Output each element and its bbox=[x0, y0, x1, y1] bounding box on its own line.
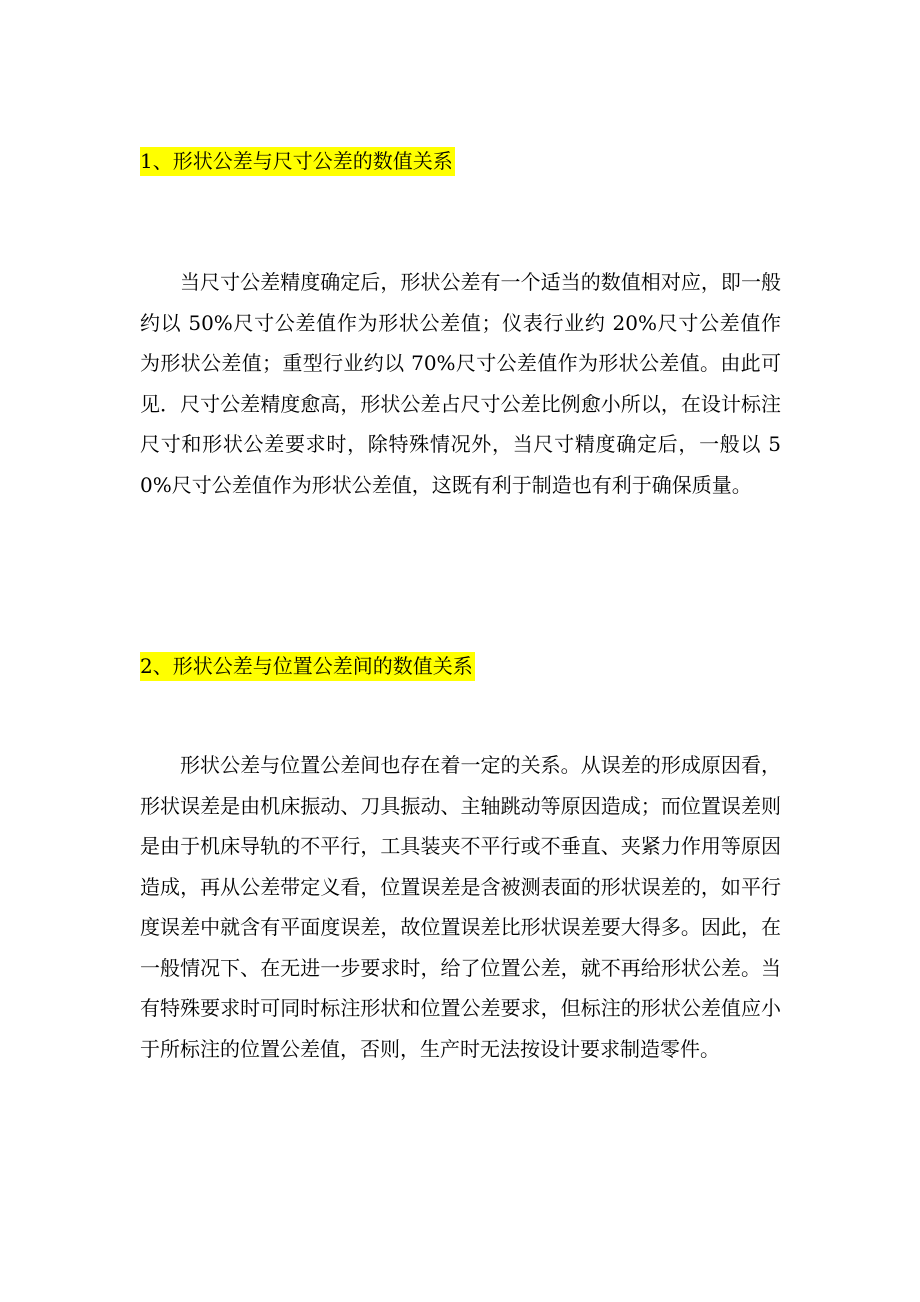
section-1-heading bbox=[140, 147, 455, 175]
section-2-heading-text: 2、形状公差与位置公差间的数值关系 bbox=[140, 652, 475, 681]
section-2-paragraph: 形状公差与位置公差间也存在着一定的关系。从误差的形成原因看，形状误差是由机床振动、刀具振动、主轴跳动等原因造成；而位置误差则是由于机床导轨的不平行，工具装夹不平行或不垂直、夹紧力作用等原因造成，再从公差带定义看，位置误差是含被测表面的形状误差的，如平行度误差中就含有平面度误差，故位置误差比形状误差要大得多。因此，在一般情况下、在无进一步要求时，给了位置公差，就不再给形状公差。当有特殊要求时可同时标注形状和位置公差要求，但标注的形状公差值应小于所标注的位置公差值，否则，生产时无法按设计要求制造零件。 bbox=[140, 753, 781, 1061]
section-1-paragraph: 当尺寸公差精度确定后，形状公差有一个适当的数值相对应，即一般约以 50%尺寸公差值作为形状公差值；仪表行业约 20%尺寸公差值作为形状公差值；重型行业约以 70%尺寸公差值作为形状公差值。由此可见．尺寸公差精度愈高，形状公差占尺寸公差比例愈小所以，在设计标注尺寸和形状公差要求时，除特殊情况外，当尺寸精度确定后，一般以 50%尺寸公差值作为形状公差值，这既有利于制造也有利于确保质量。 bbox=[140, 270, 781, 497]
section-2-heading bbox=[140, 652, 475, 680]
section-1-heading-text: 1、形状公差与尺寸公差的数值关系 bbox=[140, 147, 455, 176]
